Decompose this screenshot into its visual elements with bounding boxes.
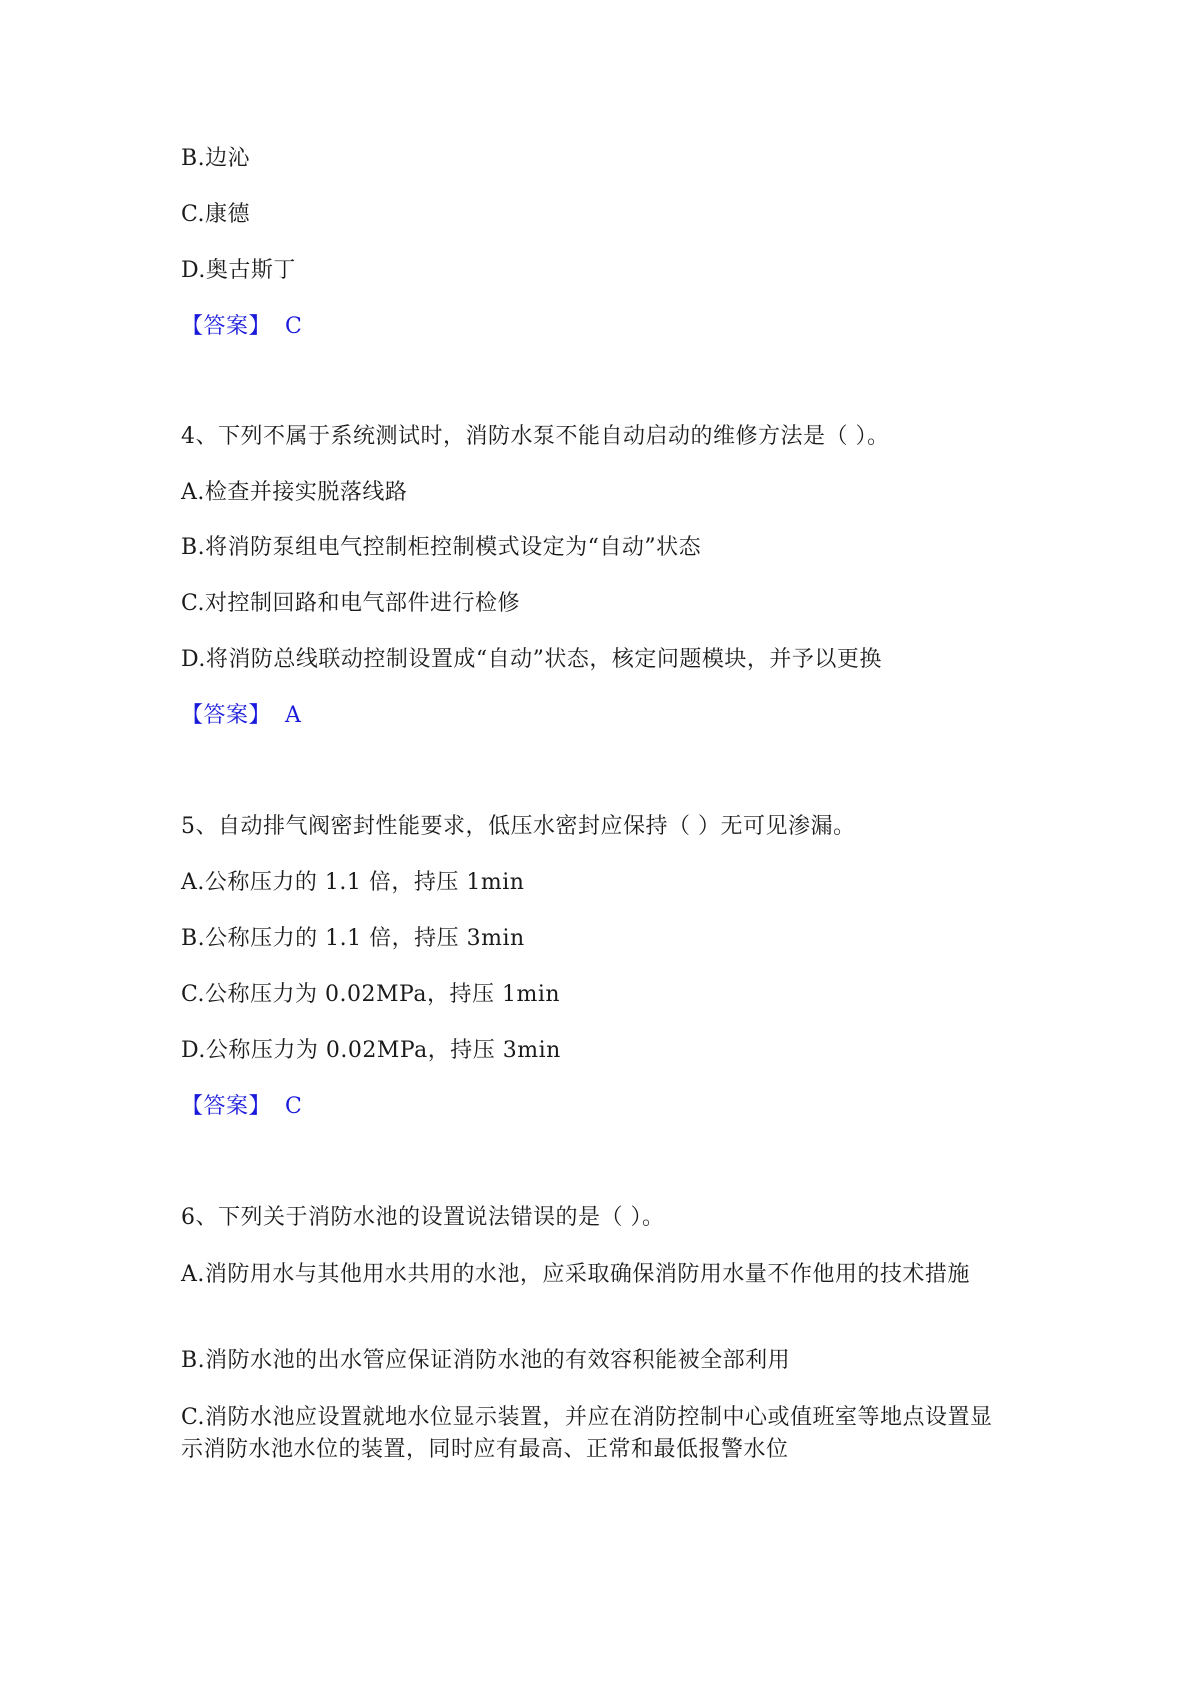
q5-question: 5、自动排气阀密封性能要求，低压水密封应保持（ ）无可见渗漏。	[181, 814, 856, 839]
q3-option-c: C.康德	[181, 202, 251, 227]
q4-option-c: C.对控制回路和电气部件进行检修	[181, 591, 521, 616]
q5-option-b: B.公称压力的 1.1 倍，持压 3min	[181, 926, 525, 951]
answer-label: 【答案】	[181, 1094, 272, 1119]
q6-option-b: B.消防水池的出水管应保证消防水池的有效容积能被全部利用	[181, 1348, 791, 1373]
answer-value: C	[285, 314, 303, 339]
q5-option-c: C.公称压力为 0.02MPa，持压 1min	[181, 982, 561, 1007]
q4-option-b: B.将消防泵组电气控制柜控制模式设定为“自动”状态	[181, 535, 702, 560]
q6-option-a: A.消防用水与其他用水共用的水池，应采取确保消防用水量不作他用的技术措施	[181, 1262, 970, 1287]
q4-question: 4、下列不属于系统测试时，消防水泵不能自动启动的维修方法是（ ）。	[181, 424, 890, 449]
answer-label: 【答案】	[181, 703, 272, 728]
q5-option-a: A.公称压力的 1.1 倍，持压 1min	[181, 870, 525, 895]
q4-answer	[181, 701, 301, 731]
q5-option-d: D.公称压力为 0.02MPa，持压 3min	[181, 1038, 561, 1063]
q4-option-d: D.将消防总线联动控制设置成“自动”状态，核定问题模块，并予以更换	[181, 647, 882, 672]
answer-label: 【答案】	[181, 314, 272, 339]
q3-answer	[181, 312, 302, 342]
q4-option-a: A.检查并接实脱落线路	[181, 480, 408, 505]
answer-value: C	[285, 1094, 303, 1119]
q6-option-c: C.消防水池应设置就地水位显示装置，并应在消防控制中心或值班室等地点设置显示消防水池水位的装置，同时应有最高、正常和最低报警水位	[181, 1405, 993, 1462]
q3-option-b: B.边沁	[181, 146, 251, 171]
q3-option-d: D.奥古斯丁	[181, 258, 296, 283]
q6-question: 6、下列关于消防水池的设置说法错误的是（ ）。	[181, 1205, 665, 1230]
answer-value: A	[285, 703, 302, 728]
q5-answer	[181, 1092, 302, 1122]
